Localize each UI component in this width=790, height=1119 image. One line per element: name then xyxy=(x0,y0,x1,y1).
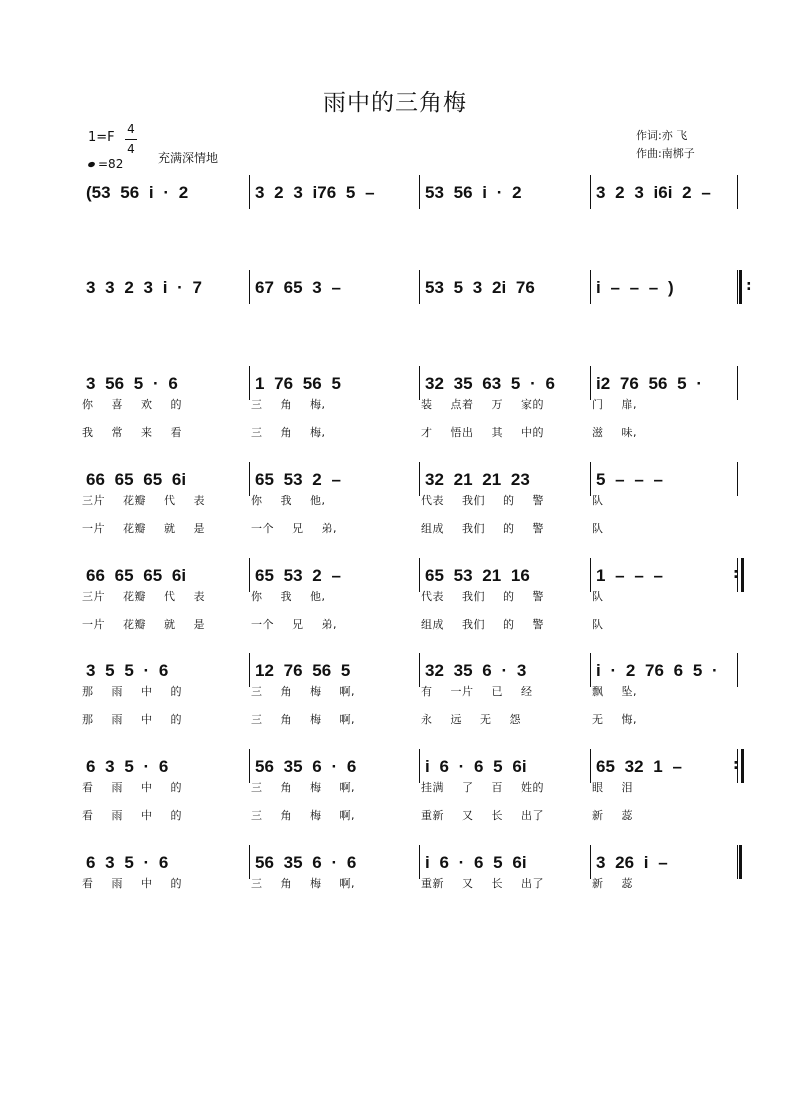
measure-notes: 1 76 56 5 xyxy=(255,374,341,393)
lyric-line: 代表 我们 的 警 xyxy=(421,494,544,507)
bar-line xyxy=(419,749,420,783)
lyric-line: 门 扉, xyxy=(592,398,637,411)
lyric-line: 一个 兄 弟, xyxy=(251,522,337,535)
lyric-line: 三片 花瓣 代 表 xyxy=(82,590,205,603)
repeat-barline xyxy=(741,558,744,592)
lyric-line: 新 蕊 xyxy=(592,809,633,822)
bar-line xyxy=(590,175,591,209)
measure-notes: i – – – ) xyxy=(596,278,674,297)
measure-notes: 3 2 3 i6i 2 – xyxy=(596,183,711,202)
bar-line xyxy=(249,366,250,400)
measure-notes: 65 53 2 – xyxy=(255,566,341,585)
lyric-line: 挂满 了 百 姓的 xyxy=(421,781,544,794)
bar-line xyxy=(419,558,420,592)
lyric-line: 才 悟出 其 中的 xyxy=(421,426,544,439)
final-barline xyxy=(739,845,742,879)
bar-line xyxy=(590,270,591,304)
bar-line xyxy=(249,653,250,687)
lyric-line: 新 蕊 xyxy=(592,877,633,890)
tempo-value: =82 xyxy=(98,157,124,171)
bar-line xyxy=(737,845,738,879)
lyric-line: 组成 我们 的 警 xyxy=(421,618,544,631)
bar-line xyxy=(737,462,738,496)
lyric-line: 三 角 梅 啊, xyxy=(251,877,355,890)
bar-line xyxy=(590,558,591,592)
lyric-line: 三 角 梅 啊, xyxy=(251,685,355,698)
measure-notes: 12 76 56 5 xyxy=(255,661,351,680)
lyric-line: 重新 又 长 出了 xyxy=(421,877,544,890)
lyric-line: 三 角 梅, xyxy=(251,426,326,439)
time-sig-top: 4 xyxy=(127,122,135,136)
lyric-line: 看 雨 中 的 xyxy=(82,781,182,794)
composer-credit: 作曲:南梆子 xyxy=(636,147,695,160)
bar-line xyxy=(590,749,591,783)
lyric-line: 队 xyxy=(592,522,604,535)
measure-notes: 32 35 63 5 · 6 xyxy=(425,374,555,393)
lyric-line: 有 一片 已 经 xyxy=(421,685,533,698)
bar-line xyxy=(737,175,738,209)
measure-notes: 56 35 6 · 6 xyxy=(255,853,357,872)
tempo-marking xyxy=(88,157,123,171)
lyric-line: 队 xyxy=(592,590,604,603)
bar-line xyxy=(590,462,591,496)
measure-notes: i 6 · 6 5 6i xyxy=(425,853,527,872)
bar-line xyxy=(419,175,420,209)
lyric-line: 三 角 梅 啊, xyxy=(251,809,355,822)
bar-line xyxy=(249,749,250,783)
lyric-line: 三 角 梅 啊, xyxy=(251,781,355,794)
bar-line xyxy=(419,366,420,400)
bar-line xyxy=(419,462,420,496)
measure-notes: 3 3 2 3 i · 7 xyxy=(86,278,202,297)
measure-notes: 6 3 5 · 6 xyxy=(86,853,169,872)
bar-line xyxy=(249,462,250,496)
measure-notes: 32 21 21 23 xyxy=(425,470,530,489)
lyric-line: 队 xyxy=(592,494,604,507)
lyric-line: 我 常 来 看 xyxy=(82,426,182,439)
bar-line xyxy=(590,845,591,879)
lyric-line: 三 角 梅 啊, xyxy=(251,713,355,726)
measure-notes: 3 5 5 · 6 xyxy=(86,661,169,680)
lyric-line: 你 喜 欢 的 xyxy=(82,398,182,411)
time-sig-bottom: 4 xyxy=(127,142,135,156)
bar-line xyxy=(590,653,591,687)
lyric-line: 你 我 他, xyxy=(251,590,326,603)
measure-notes: 53 56 i · 2 xyxy=(425,183,522,202)
measure-notes: 66 65 65 6i xyxy=(86,470,187,489)
measure-notes: 65 32 1 – xyxy=(596,757,682,776)
bar-line xyxy=(249,175,250,209)
measure-notes: i 6 · 6 5 6i xyxy=(425,757,527,776)
time-sig-bar xyxy=(125,139,137,140)
bar-line xyxy=(419,270,420,304)
lyric-line: 组成 我们 的 警 xyxy=(421,522,544,535)
measure-notes: 3 56 5 · 6 xyxy=(86,374,178,393)
lyric-line: 三片 花瓣 代 表 xyxy=(82,494,205,507)
lyric-line: 重新 又 长 出了 xyxy=(421,809,544,822)
measure-notes: 5 – – – xyxy=(596,470,663,489)
measure-notes: 67 65 3 – xyxy=(255,278,341,297)
measure-notes: 3 2 3 i76 5 – xyxy=(255,183,375,202)
measure-notes: i · 2 76 6 5 · xyxy=(596,661,718,680)
bar-line xyxy=(249,845,250,879)
bar-line xyxy=(737,270,738,304)
lyric-line: 无 悔, xyxy=(592,713,637,726)
measure-notes: 3 26 i – xyxy=(596,853,668,872)
bar-line xyxy=(737,653,738,687)
song-title: 雨中的三角梅 xyxy=(323,90,467,116)
repeat-barline xyxy=(739,270,742,304)
key-signature: 1=F xyxy=(88,130,115,145)
measure-notes: 53 5 3 2i 76 xyxy=(425,278,535,297)
measure-notes: 65 53 21 16 xyxy=(425,566,530,585)
bar-line xyxy=(419,845,420,879)
measure-notes: 6 3 5 · 6 xyxy=(86,757,169,776)
lyric-line: 那 雨 中 的 xyxy=(82,685,182,698)
lyric-line: 一片 花瓣 就 是 xyxy=(82,522,205,535)
measure-notes: i2 76 56 5 · xyxy=(596,374,703,393)
measure-notes: 66 65 65 6i xyxy=(86,566,187,585)
lyric-line: 你 我 他, xyxy=(251,494,326,507)
measure-notes: (53 56 i · 2 xyxy=(86,183,189,202)
lyric-line: 看 雨 中 的 xyxy=(82,877,182,890)
lyric-line: 眼 泪 xyxy=(592,781,633,794)
lyric-line: 装 点着 万 家的 xyxy=(421,398,544,411)
lyric-line: 队 xyxy=(592,618,604,631)
bar-line xyxy=(249,558,250,592)
bar-line xyxy=(590,366,591,400)
lyric-line: 看 雨 中 的 xyxy=(82,809,182,822)
repeat-dots: : xyxy=(733,566,739,582)
bar-line xyxy=(737,366,738,400)
lyricist-credit: 作词:亦 飞 xyxy=(636,129,688,142)
lyric-line: 代表 我们 的 警 xyxy=(421,590,544,603)
lyric-line: 永 远 无 怨 xyxy=(421,713,521,726)
lyric-line: 三 角 梅, xyxy=(251,398,326,411)
repeat-dots: : xyxy=(733,757,739,773)
lyric-line: 一片 花瓣 就 是 xyxy=(82,618,205,631)
lyric-line: 一个 兄 弟, xyxy=(251,618,337,631)
bar-line xyxy=(419,653,420,687)
expression-marking: 充满深情地 xyxy=(158,151,219,165)
lyric-line: 飘 坠, xyxy=(592,685,637,698)
bar-line xyxy=(249,270,250,304)
time-signature xyxy=(124,120,138,159)
repeat-barline xyxy=(741,749,744,783)
measure-notes: 1 – – – xyxy=(596,566,663,585)
measure-notes: 65 53 2 – xyxy=(255,470,341,489)
quarter-note-icon xyxy=(87,161,95,168)
lyric-line: 滋 味, xyxy=(592,426,637,439)
measure-notes: 32 35 6 · 3 xyxy=(425,661,527,680)
lyric-line: 那 雨 中 的 xyxy=(82,713,182,726)
repeat-dots: : xyxy=(746,278,752,294)
measure-notes: 56 35 6 · 6 xyxy=(255,757,357,776)
